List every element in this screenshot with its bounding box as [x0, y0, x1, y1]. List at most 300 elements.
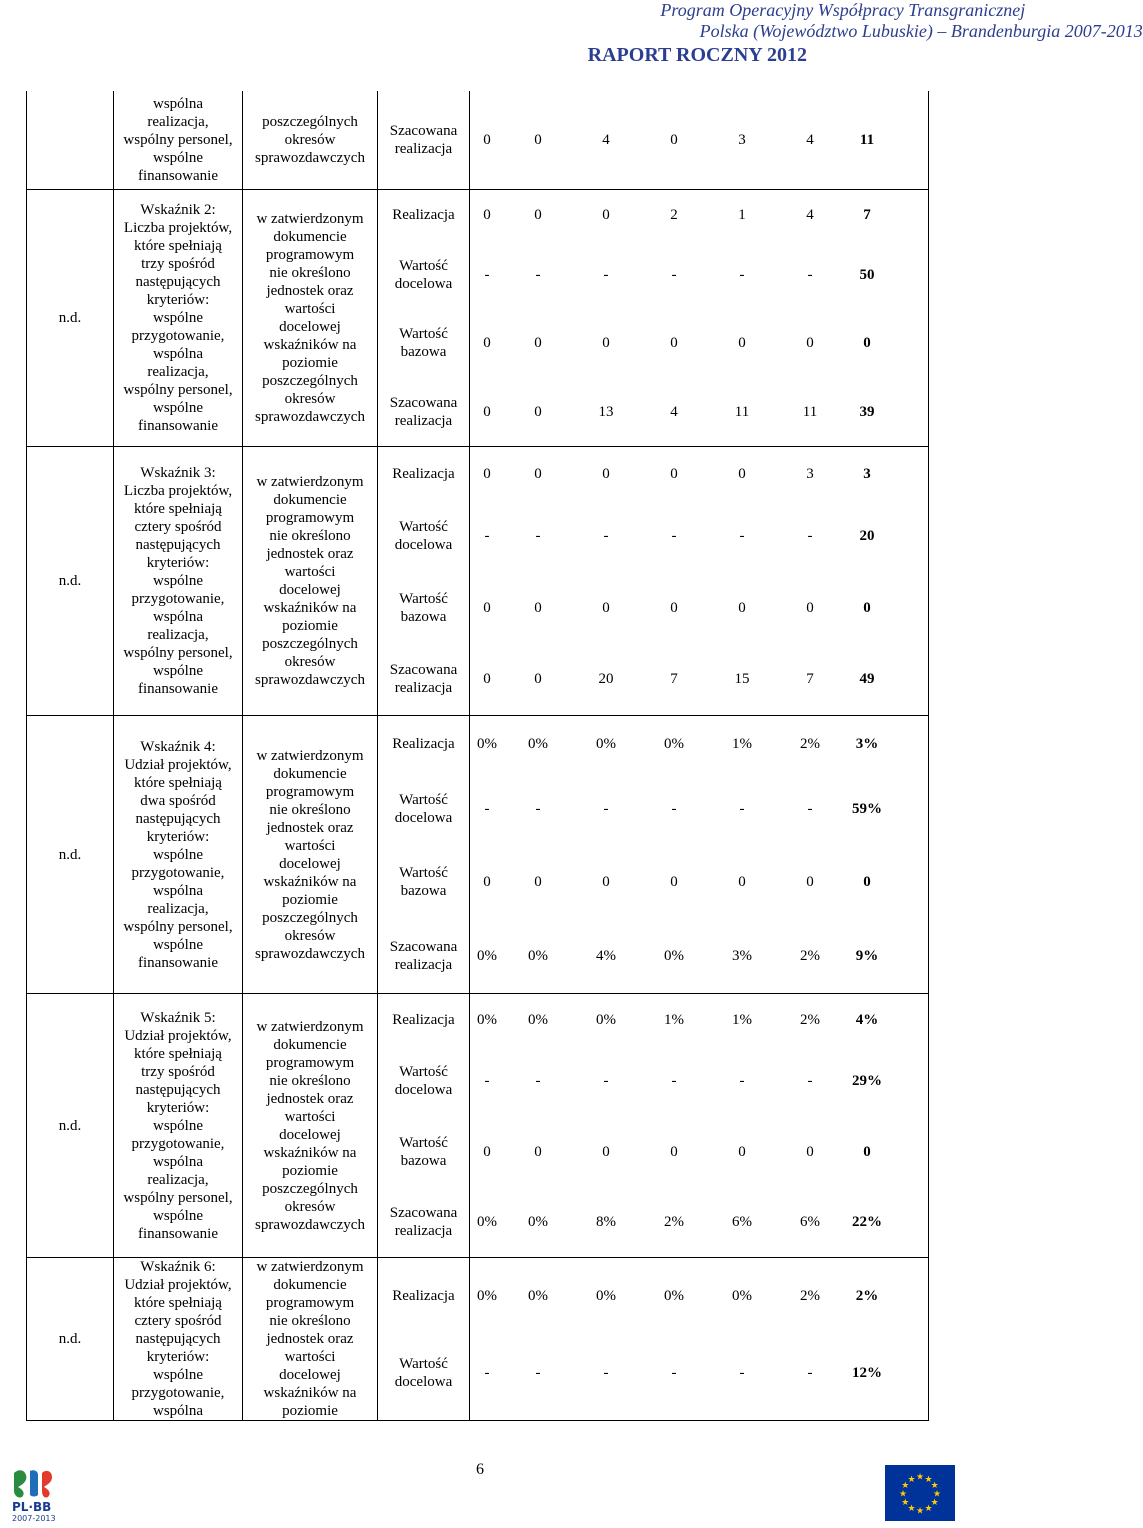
year-value: 6%: [800, 1213, 820, 1230]
indicator-name-line: wspólne: [153, 400, 203, 416]
indicator-name-line: przygotowanie,: [131, 591, 225, 607]
indicator-name-line: realizacja,: [147, 114, 209, 130]
values-row: [470, 1011, 928, 1029]
year-value: 0%: [596, 735, 616, 752]
measure-label: [378, 1063, 469, 1099]
measure-label-line: docelowa: [394, 1374, 453, 1390]
eu-star-icon: ★: [907, 1504, 916, 1515]
indicator-name-line: wspólna: [153, 882, 203, 899]
source-note-line: wartości: [284, 837, 336, 854]
indicator-name-line: wspólna: [153, 1153, 203, 1170]
measure-label-line: bazowa: [400, 883, 447, 900]
source-note-line: poziomie: [282, 355, 338, 371]
year-value: 0%: [528, 1012, 548, 1029]
year-value: 0%: [732, 1288, 752, 1304]
year-value: 6%: [732, 1213, 752, 1230]
year-value: 0: [602, 599, 610, 616]
indicator-name-line: wspólne: [153, 663, 203, 679]
indicator-name-line: przygotowanie,: [131, 1385, 225, 1401]
year-value: 0: [602, 874, 610, 891]
indicator-name-line: Liczba projektów,: [123, 483, 233, 499]
year-value: 0: [602, 335, 610, 352]
total-value: 11: [859, 132, 875, 148]
source-note-line: jednostek oraz: [266, 283, 354, 299]
measure-label: [378, 1355, 469, 1391]
year-value: 0%: [528, 735, 548, 752]
year-value: 0: [534, 335, 542, 352]
total-value: 9%: [855, 948, 879, 965]
values-row: [470, 938, 928, 974]
source-note-line: programowym: [265, 510, 355, 526]
indicator-name-line: które spełniają: [134, 1045, 222, 1062]
year-value: -: [739, 1073, 745, 1090]
year-value: 0: [534, 1143, 542, 1160]
source-note-line: programowym: [265, 1295, 355, 1311]
measure-label-line: Szacowana: [389, 394, 458, 411]
indicator-name-line: które spełniają: [134, 1295, 222, 1311]
indicator-name-line: Udział projektów,: [124, 1027, 232, 1044]
indicator-name-line: Liczba projektów,: [123, 220, 233, 236]
measure-label: [378, 257, 469, 293]
source-note-line: dokumencie: [273, 229, 347, 245]
measure-label-line: Realizacja: [392, 735, 455, 752]
source-note-line: wskaźników na: [263, 1385, 357, 1401]
source-note-line: dokumencie: [273, 765, 347, 782]
indicator-name-cell: [114, 994, 243, 1258]
year-value: 11: [734, 403, 750, 420]
eu-star-icon: ★: [915, 1472, 925, 1483]
indicator-name-line: wspólne: [153, 1207, 203, 1224]
year-value: -: [807, 528, 813, 545]
year-value: 0: [602, 207, 610, 224]
source-note-line: okresów: [284, 927, 336, 944]
values-row: [470, 465, 928, 483]
source-note-line: w zatwierdzonym: [256, 747, 364, 764]
year-value: 0: [483, 671, 491, 688]
measure-label-line: realizacja: [394, 141, 453, 157]
year-value: 1%: [732, 735, 752, 752]
year-value: -: [603, 1365, 609, 1381]
indicator-name-line: Wskaźnik 4:: [140, 738, 216, 755]
indicator-name-line: wspólne: [153, 846, 203, 863]
source-code-cell: n.d.: [27, 190, 114, 447]
table-row: [27, 447, 929, 716]
measure-label-line: Wartość: [399, 1356, 448, 1372]
year-value: -: [603, 528, 609, 545]
source-note-line: dokumencie: [273, 1277, 347, 1293]
indicator-name-line: realizacja,: [147, 900, 209, 917]
year-value: 3: [738, 132, 746, 148]
indicator-name-line: następujących: [135, 1331, 221, 1347]
measure-label-line: Realizacja: [392, 1288, 455, 1304]
indicator-name-line: finansowanie: [138, 168, 218, 184]
source-note-line: wskaźników na: [263, 1144, 357, 1161]
source-note-line: okresów: [284, 132, 336, 148]
values-cell: [470, 190, 929, 447]
source-note-line: dokumencie: [273, 492, 347, 508]
measure-label: [378, 1011, 469, 1029]
indicator-name-line: wspólna: [153, 609, 203, 625]
year-value: 15: [734, 671, 750, 688]
year-value: 2%: [800, 948, 820, 965]
year-value: 0: [670, 874, 678, 891]
source-note-line: nie określono: [269, 528, 351, 544]
indicator-name-cell: [114, 91, 243, 190]
measure-label: [378, 1204, 469, 1240]
source-note-line: wartości: [284, 1108, 336, 1125]
year-value: 0%: [664, 735, 684, 752]
source-note-line: poszczególnych: [262, 373, 358, 389]
total-value: 22%: [852, 1213, 882, 1230]
measure-label: [378, 938, 469, 974]
indicator-name-line: wspólny personel,: [123, 382, 233, 398]
measure-label-line: docelowa: [394, 809, 453, 826]
year-value: 0: [738, 335, 746, 352]
source-note-line: nie określono: [269, 801, 351, 818]
indicator-name-line: wspólne: [153, 573, 203, 589]
year-value: 0%: [528, 1288, 548, 1304]
measure-label-line: Wartość: [399, 791, 448, 808]
source-note-line: poszczególnych: [262, 636, 358, 652]
values-cell: [470, 994, 929, 1258]
indicator-name-cell: [114, 716, 243, 994]
year-value: 0: [534, 874, 542, 891]
source-note-line: programowym: [265, 1054, 355, 1071]
source-note-line: wskaźników na: [263, 873, 357, 890]
year-value: 0%: [596, 1288, 616, 1304]
indicator-name-line: kryteriów:: [146, 555, 210, 571]
indicator-name-line: kryteriów:: [146, 292, 210, 308]
year-value: 0: [806, 335, 814, 352]
source-note-line: jednostek oraz: [266, 1090, 354, 1107]
indicator-name-line: Wskaźnik 5:: [140, 1009, 216, 1026]
year-value: 1%: [664, 1012, 684, 1029]
year-value: 0: [670, 465, 678, 482]
measure-label: [378, 122, 469, 158]
values-row: [470, 1355, 928, 1391]
pl-bb-logo-years: 2007-2013: [12, 1514, 56, 1523]
indicator-name-line: finansowanie: [138, 1225, 218, 1242]
year-value: 8%: [596, 1213, 616, 1230]
values-cell: [470, 716, 929, 994]
source-note-line: wartości: [284, 1349, 336, 1365]
eu-star-icon: ★: [932, 1489, 942, 1500]
total-value: 0: [863, 874, 871, 891]
source-code-cell: n.d.: [27, 1258, 114, 1421]
source-note-line: sprawozdawczych: [255, 945, 365, 962]
eu-star-icon: ★: [915, 1506, 925, 1517]
measure-label: [378, 791, 469, 827]
year-value: 0: [483, 207, 491, 224]
year-value: 0%: [596, 1012, 616, 1029]
source-note-line: sprawozdawczych: [255, 409, 365, 425]
source-note-cell: [243, 447, 378, 716]
indicator-name-line: wspólna: [153, 96, 203, 112]
source-note-line: w zatwierdzonym: [256, 211, 364, 227]
measure-labels-cell: [378, 1258, 470, 1421]
year-value: -: [807, 800, 813, 817]
year-value: -: [671, 528, 677, 545]
measure-label: [378, 1134, 469, 1170]
year-value: 7: [806, 671, 814, 688]
measure-label-line: Wartość: [399, 519, 448, 536]
source-note-line: wskaźników na: [263, 337, 357, 353]
year-value: 13: [598, 403, 614, 420]
year-value: -: [671, 266, 677, 283]
values-row: [470, 325, 928, 361]
source-note-line: w zatwierdzonym: [256, 474, 364, 490]
eu-star-icon: ★: [901, 1481, 910, 1491]
year-value: -: [807, 1365, 813, 1381]
total-value: 29%: [852, 1073, 882, 1090]
year-value: -: [807, 266, 813, 283]
year-value: 4: [602, 132, 610, 148]
indicator-name-line: wspólny personel,: [123, 918, 233, 935]
indicator-name-line: wspólny personel,: [123, 1189, 233, 1206]
source-code-cell: n.d.: [27, 994, 114, 1258]
values-row: [470, 518, 928, 554]
year-value: 0: [806, 874, 814, 891]
total-value: 12%: [852, 1365, 882, 1381]
year-value: -: [535, 528, 541, 545]
measure-labels-cell: [378, 994, 470, 1258]
indicator-name-line: wspólna: [153, 1403, 203, 1419]
total-value: 0: [863, 1143, 871, 1160]
source-note-line: dokumencie: [273, 1036, 347, 1053]
measure-label-line: realizacja: [394, 1222, 453, 1239]
indicator-name-line: następujących: [135, 537, 221, 553]
indicator-name-line: kryteriów:: [146, 828, 210, 845]
year-value: -: [807, 1073, 813, 1090]
year-value: 0: [534, 599, 542, 616]
indicator-name-line: realizacja,: [147, 1171, 209, 1188]
measure-label-line: realizacja: [394, 412, 453, 429]
table-row: [27, 1258, 929, 1421]
indicator-name-line: które spełniają: [134, 238, 222, 254]
total-value: 0: [863, 599, 871, 616]
source-note-cell: [243, 190, 378, 447]
year-value: 0%: [477, 735, 497, 752]
values-row: [470, 1287, 928, 1305]
indicator-name-line: finansowanie: [138, 954, 218, 971]
year-value: 0%: [477, 948, 497, 965]
measure-label-line: Szacowana: [389, 123, 458, 139]
year-value: 0: [738, 465, 746, 482]
year-value: 0: [738, 1143, 746, 1160]
indicator-name-line: trzy spośród: [141, 1063, 215, 1080]
values-row: [470, 661, 928, 697]
year-value: -: [535, 1073, 541, 1090]
indicator-name-line: kryteriów:: [146, 1349, 210, 1365]
year-value: 0: [738, 599, 746, 616]
year-value: 0: [806, 599, 814, 616]
measure-label-line: Szacowana: [389, 662, 458, 679]
source-note-line: programowym: [265, 783, 355, 800]
eu-star-icon: ★: [898, 1489, 908, 1500]
total-value: 50: [859, 266, 875, 283]
measure-label-line: bazowa: [400, 608, 447, 625]
source-note-line: jednostek oraz: [266, 1331, 354, 1347]
measure-label: [378, 325, 469, 361]
source-note-line: okresów: [284, 654, 336, 670]
values-row: [470, 257, 928, 293]
indicator-name-line: Wskaźnik 6:: [140, 1259, 216, 1275]
source-note-line: sprawozdawczych: [255, 150, 365, 166]
source-code-cell: n.d.: [27, 716, 114, 994]
indicator-name-cell: [114, 447, 243, 716]
measure-label: [378, 394, 469, 430]
source-note-line: poziomie: [282, 618, 338, 634]
header-program-subtitle: Polska (Województwo Lubuskie) – Brandenburgia 2007-2013: [699, 21, 1143, 41]
year-value: -: [671, 1073, 677, 1090]
year-value: 0%: [664, 948, 684, 965]
measure-label-line: Wartość: [399, 326, 448, 343]
year-value: 3: [806, 465, 814, 482]
source-note-line: poziomie: [282, 1162, 338, 1179]
source-note-line: sprawozdawczych: [255, 672, 365, 688]
source-note-line: docelowej: [279, 1126, 341, 1143]
year-value: 0: [483, 1143, 491, 1160]
year-value: -: [484, 528, 490, 545]
measure-label-line: Wartość: [399, 1064, 448, 1081]
year-value: 11: [802, 403, 818, 420]
year-value: 0: [670, 599, 678, 616]
values-row: [470, 122, 928, 158]
year-value: 2%: [800, 1288, 820, 1304]
source-note-cell: [243, 1258, 378, 1421]
eu-star-icon: ★: [924, 1474, 933, 1485]
year-value: 20: [598, 671, 614, 688]
year-value: -: [739, 1365, 745, 1381]
measure-label: [378, 661, 469, 697]
year-value: 1: [738, 207, 746, 224]
year-value: 1%: [732, 1012, 752, 1029]
year-value: 0: [534, 132, 542, 148]
indicator-name-cell: [114, 1258, 243, 1421]
source-note-line: docelowej: [279, 582, 341, 598]
source-note-line: docelowej: [279, 855, 341, 872]
source-note-line: nie określono: [269, 265, 351, 281]
year-value: 0: [534, 207, 542, 224]
source-note-line: jednostek oraz: [266, 819, 354, 836]
eu-star-icon: ★: [930, 1481, 939, 1491]
eu-star-icon: ★: [907, 1474, 916, 1485]
year-value: 0: [534, 671, 542, 688]
indicator-name-line: cztery spośród: [134, 1313, 222, 1329]
year-value: 4: [806, 132, 814, 148]
eu-star-icon: ★: [930, 1498, 939, 1508]
indicator-name-line: wspólne: [153, 1117, 203, 1134]
year-value: -: [603, 800, 609, 817]
source-note-line: wartości: [284, 564, 336, 580]
year-value: 0%: [477, 1012, 497, 1029]
total-value: 39: [859, 403, 875, 420]
measure-label-line: Wartość: [399, 1134, 448, 1151]
measure-label: [378, 1287, 469, 1305]
measure-label-line: realizacja: [394, 957, 453, 974]
eu-star-icon: ★: [924, 1504, 933, 1515]
measure-label-line: realizacja: [394, 680, 453, 697]
indicator-name-line: następujących: [135, 810, 221, 827]
indicator-name-cell: [114, 190, 243, 447]
measure-label: [378, 864, 469, 900]
total-value: 59%: [852, 800, 882, 817]
year-value: -: [535, 800, 541, 817]
year-value: 0: [483, 403, 491, 420]
indicator-name-line: realizacja,: [147, 627, 209, 643]
total-value: 4%: [855, 1012, 879, 1029]
measure-label: [378, 735, 469, 753]
source-note-line: okresów: [284, 1198, 336, 1215]
measure-labels-cell: [378, 190, 470, 447]
total-value: 0: [863, 335, 871, 352]
indicator-name-line: Udział projektów,: [124, 1277, 232, 1293]
values-row: [470, 590, 928, 626]
source-note-line: poszczególnych: [262, 114, 358, 130]
pl-bb-logo-text: PL·BB: [12, 1500, 52, 1514]
year-value: -: [484, 1073, 490, 1090]
indicator-name-line: wspólne: [153, 310, 203, 326]
year-value: 0%: [528, 1213, 548, 1230]
indicator-name-line: przygotowanie,: [131, 328, 225, 344]
year-value: -: [484, 1365, 490, 1381]
year-value: -: [603, 266, 609, 283]
source-note-line: nie określono: [269, 1072, 351, 1089]
source-note-cell: [243, 716, 378, 994]
year-value: 0: [483, 874, 491, 891]
indicators-table: [26, 91, 929, 1421]
year-value: -: [484, 800, 490, 817]
year-value: -: [535, 266, 541, 283]
indicator-name-line: wspólny personel,: [123, 645, 233, 661]
year-value: 0: [806, 1143, 814, 1160]
year-value: 0: [602, 465, 610, 482]
year-value: -: [739, 266, 745, 283]
year-value: -: [484, 266, 490, 283]
measure-label: [378, 206, 469, 224]
source-note-line: poszczególnych: [262, 909, 358, 926]
indicator-name-line: wspólny personel,: [123, 132, 233, 148]
year-value: 0: [534, 465, 542, 482]
year-value: 4: [670, 403, 678, 420]
year-value: 2%: [664, 1213, 684, 1230]
measure-label-line: Wartość: [399, 257, 448, 274]
measure-label-line: docelowa: [394, 275, 453, 292]
year-value: 7: [670, 671, 678, 688]
measure-labels-cell: [378, 447, 470, 716]
indicator-name-line: Wskaźnik 2:: [140, 202, 216, 218]
year-value: -: [671, 800, 677, 817]
source-note-line: poziomie: [282, 891, 338, 908]
total-value: 3%: [855, 735, 879, 752]
indicator-name-line: które spełniają: [134, 774, 222, 791]
year-value: 2%: [800, 735, 820, 752]
measure-label-line: Wartość: [399, 865, 448, 882]
source-code-cell: n.d.: [27, 447, 114, 716]
source-note-line: jednostek oraz: [266, 546, 354, 562]
year-value: 0: [483, 599, 491, 616]
indicator-name-line: kryteriów:: [146, 1099, 210, 1116]
source-note-line: w zatwierdzonym: [256, 1018, 364, 1035]
source-note-line: docelowej: [279, 319, 341, 335]
measure-label: [378, 465, 469, 483]
values-row: [470, 1134, 928, 1170]
indicator-name-line: cztery spośród: [134, 519, 222, 535]
values-row: [470, 206, 928, 224]
source-note-line: poziomie: [282, 1403, 338, 1419]
year-value: 4%: [596, 948, 616, 965]
year-value: 0: [534, 403, 542, 420]
